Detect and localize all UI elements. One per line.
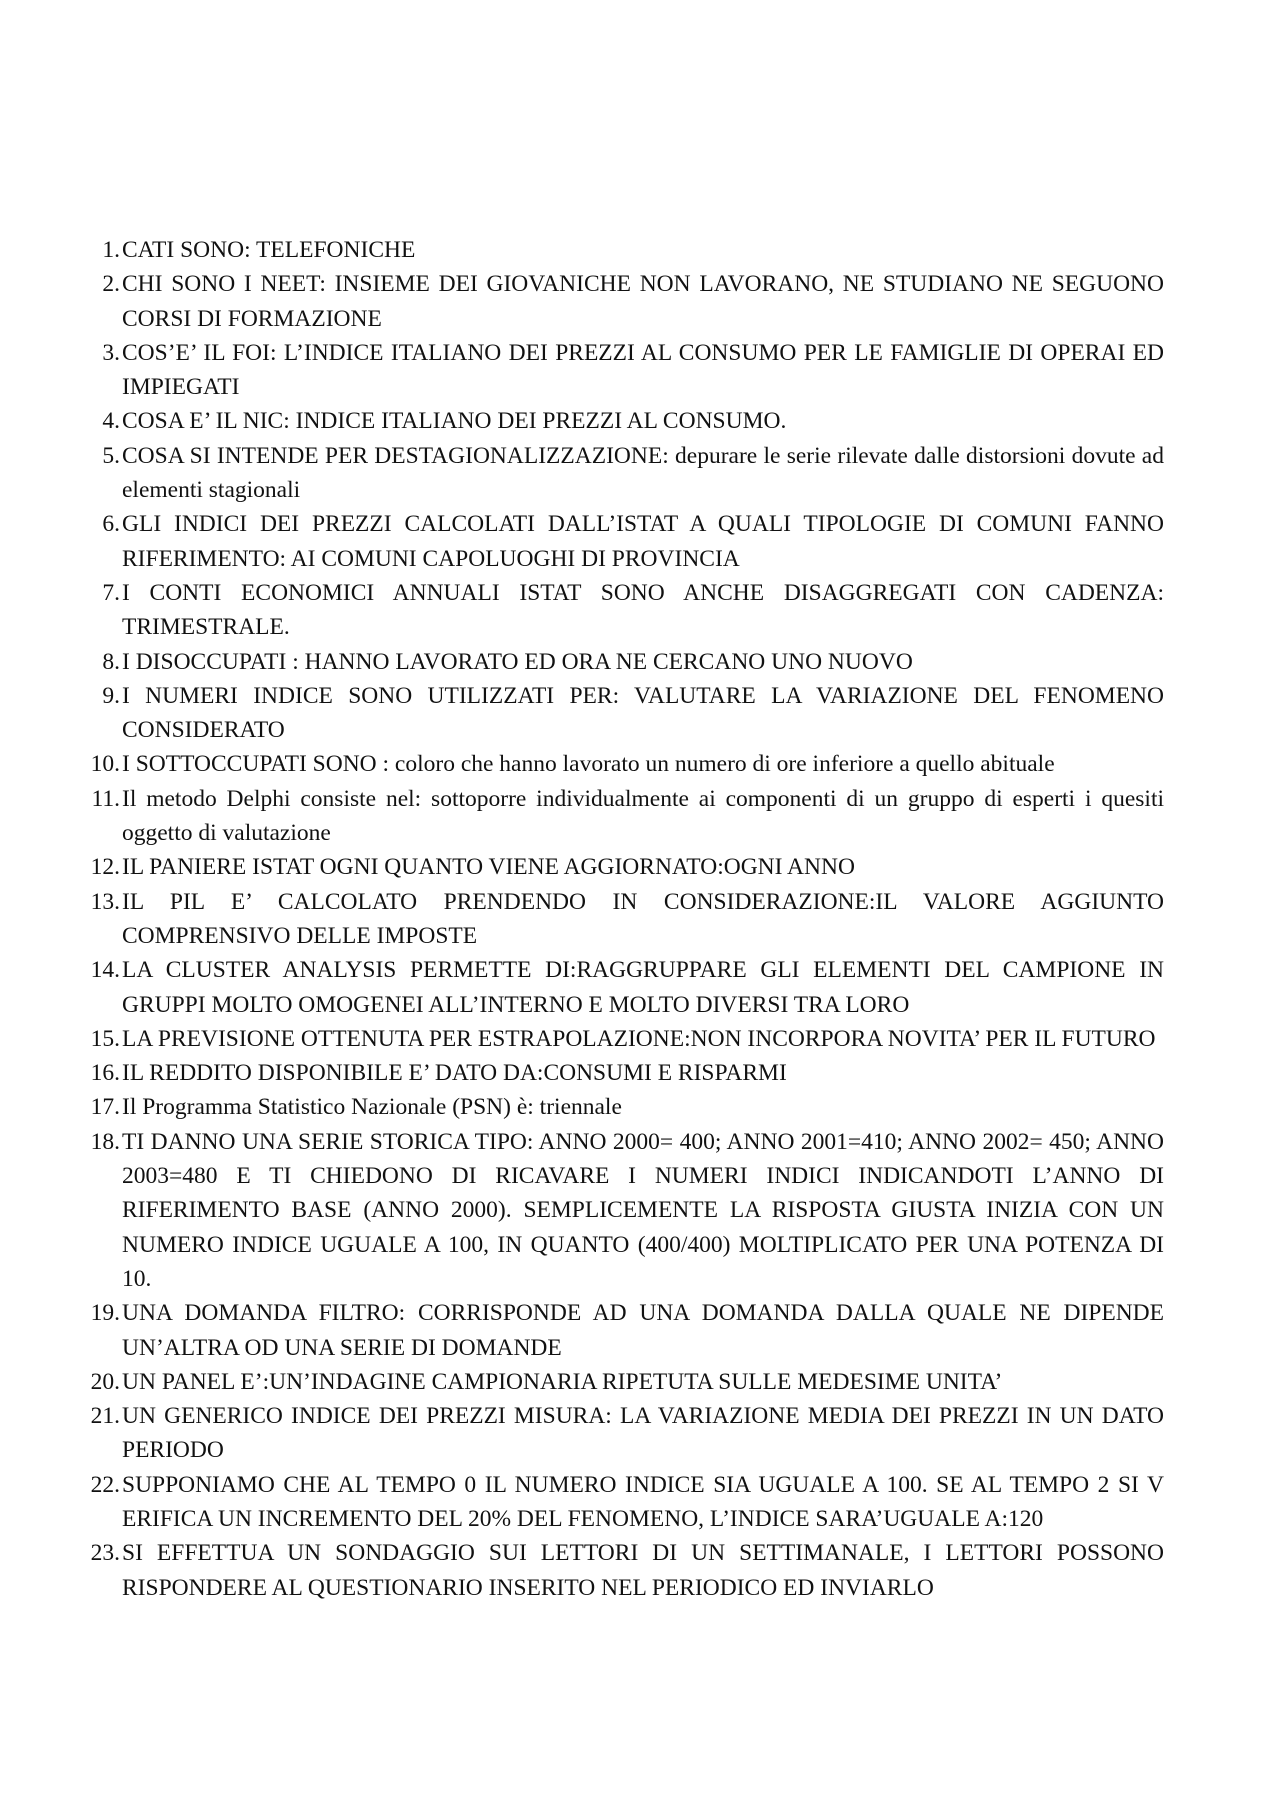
item-text: UN GENERICO INDICE DEI PREZZI MISURA: LA VARIAZIONE MEDIA DEI PREZZI IN UN DATO PERIODO — [122, 1403, 1164, 1464]
item-number: 5. — [102, 442, 120, 469]
list-item — [84, 233, 1164, 267]
list-item — [84, 267, 1164, 336]
item-text: IL PIL E’ CALCOLATO PRENDENDO IN CONSIDERAZIONE:IL VALORE AGGIUNTO COMPRENSIVO DELLE IMPOSTE — [122, 888, 1164, 949]
item-number: 15. — [90, 1025, 120, 1052]
list-item — [84, 1022, 1164, 1056]
list-item — [84, 1536, 1164, 1605]
item-number: 22. — [90, 1471, 120, 1498]
item-number: 18. — [90, 1128, 120, 1155]
item-text: SUPPONIAMO CHE AL TEMPO 0 IL NUMERO INDICE SIA UGUALE A 100. SE AL TEMPO 2 SI V ERIFICA UN INCREMENTO DEL 20% DEL FENOMENO, L’INDICE SARA’UGUALE A:120 — [122, 1471, 1164, 1532]
list-item — [84, 782, 1164, 851]
item-text: Il Programma Statistico Nazionale (PSN) è: triennale — [122, 1094, 622, 1121]
item-number: 17. — [90, 1094, 120, 1121]
item-text: Il metodo Delphi consiste nel: sottoporre individualmente ai componenti di un gruppo di esperti i quesiti oggetto di valutazione — [122, 785, 1164, 847]
list-item — [84, 1399, 1164, 1468]
list-item — [84, 679, 1164, 748]
list-item — [84, 747, 1164, 781]
item-number: 16. — [90, 1060, 120, 1087]
item-number: 10. — [90, 751, 120, 778]
list-item — [84, 336, 1164, 405]
list-item — [84, 507, 1164, 576]
item-text: I DISOCCUPATI : HANNO LAVORATO ED ORA NE CERCANO UNO NUOVO — [122, 648, 913, 675]
item-text: SI EFFETTUA UN SONDAGGIO SUI LETTORI DI UN SETTIMANALE, I LETTORI POSSONO RISPONDERE AL QUESTIONARIO INSERITO NEL PERIODICO ED INVIARLO — [122, 1540, 1164, 1601]
item-number: 9. — [102, 682, 120, 709]
list-item — [84, 953, 1164, 1022]
item-text: IL REDDITO DISPONIBILE E’ DATO DA:CONSUMI E RISPARMI — [122, 1060, 787, 1087]
item-text: UNA DOMANDA FILTRO: CORRISPONDE AD UNA DOMANDA DALLA QUALE NE DIPENDE UN’ALTRA OD UNA SERIE DI DOMANDE — [122, 1300, 1164, 1361]
item-text: COSA E’ IL NIC: INDICE ITALIANO DEI PREZZI AL CONSUMO. — [122, 408, 787, 435]
item-text: COS’E’ IL FOI: L’INDICE ITALIANO DEI PREZZI AL CONSUMO PER LE FAMIGLIE DI OPERAI ED IMPIEGATI — [122, 339, 1164, 401]
item-number: 6. — [102, 511, 120, 538]
list-item — [84, 1056, 1164, 1090]
item-text: LA PREVISIONE OTTENUTA PER ESTRAPOLAZIONE:NON INCORPORA NOVITA’ PER IL FUTURO — [122, 1025, 1156, 1052]
list-item — [84, 1468, 1164, 1537]
question-answer-list — [84, 233, 1164, 1605]
item-number: 20. — [90, 1368, 120, 1395]
item-number: 13. — [90, 888, 120, 915]
item-number: 1. — [102, 237, 120, 263]
item-text: CHI SONO I NEET: INSIEME DEI GIOVANICHE NON LAVORANO, NE STUDIANO NE SEGUONO CORSI DI FORMAZIONE — [122, 271, 1164, 332]
item-text: I SOTTOCCUPATI SONO : coloro che hanno lavorato un numero di ore inferiore a quello abituale — [122, 751, 1055, 778]
item-text: CATI SONO: TELEFONICHE — [122, 237, 416, 263]
list-item — [84, 576, 1164, 645]
item-text: TI DANNO UNA SERIE STORICA TIPO: ANNO 2000= 400; ANNO 2001=410; ANNO 2002= 450; ANNO 2003=480 E TI CHIEDONO DI RICAVARE I NUMERI INDICI INDICANDOTI L’ANNO DI RIFERIMENTO BASE (ANNO 2000). SEMPLICEMENTE LA RISPOSTA GIUSTA INIZIA CON UN NUMERO INDICE UGUALE A 100, IN QUANTO (400/400) MOLTIPLICATO PER UNA POTENZA DI 10. — [122, 1128, 1164, 1292]
list-item — [84, 1365, 1164, 1399]
item-text: I CONTI ECONOMICI ANNUALI ISTAT SONO ANCHE DISAGGREGATI CON CADENZA: TRIMESTRALE. — [122, 579, 1164, 641]
list-item — [84, 404, 1164, 438]
item-number: 12. — [90, 854, 120, 881]
item-text: GLI INDICI DEI PREZZI CALCOLATI DALL’ISTAT A QUALI TIPOLOGIE DI COMUNI FANNO RIFERIMENTO: AI COMUNI CAPOLUOGHI DI PROVINCIA — [122, 511, 1164, 572]
item-number: 3. — [102, 339, 120, 366]
list-item — [84, 1090, 1164, 1124]
item-number: 21. — [90, 1403, 120, 1430]
item-number: 19. — [90, 1300, 120, 1327]
list-item — [84, 850, 1164, 884]
item-number: 2. — [102, 271, 120, 298]
item-text: LA CLUSTER ANALYSIS PERMETTE DI:RAGGRUPPARE GLI ELEMENTI DEL CAMPIONE IN GRUPPI MOLTO OMOGENEI ALL’INTERNO E MOLTO DIVERSI TRA LORO — [122, 957, 1164, 1018]
list-item — [84, 1296, 1164, 1365]
item-number: 7. — [102, 579, 120, 606]
list-item — [84, 645, 1164, 679]
list-item — [84, 439, 1164, 508]
item-number: 8. — [102, 648, 120, 675]
item-number: 11. — [91, 785, 120, 812]
item-number: 23. — [90, 1540, 120, 1567]
item-text: I NUMERI INDICE SONO UTILIZZATI PER: VALUTARE LA VARIAZIONE DEL FENOMENO CONSIDERATO — [122, 682, 1164, 744]
item-text: COSA SI INTENDE PER DESTAGIONALIZZAZIONE: depurare le serie rilevate dalle distorsioni dovute ad elementi stagionali — [122, 442, 1164, 504]
item-text: IL PANIERE ISTAT OGNI QUANTO VIENE AGGIORNATO:OGNI ANNO — [122, 854, 855, 881]
list-item — [84, 885, 1164, 954]
item-number: 4. — [102, 408, 120, 435]
item-text: UN PANEL E’:UN’INDAGINE CAMPIONARIA RIPETUTA SULLE MEDESIME UNITA’ — [122, 1368, 1003, 1395]
item-number: 14. — [90, 957, 120, 984]
list-item — [84, 1125, 1164, 1296]
